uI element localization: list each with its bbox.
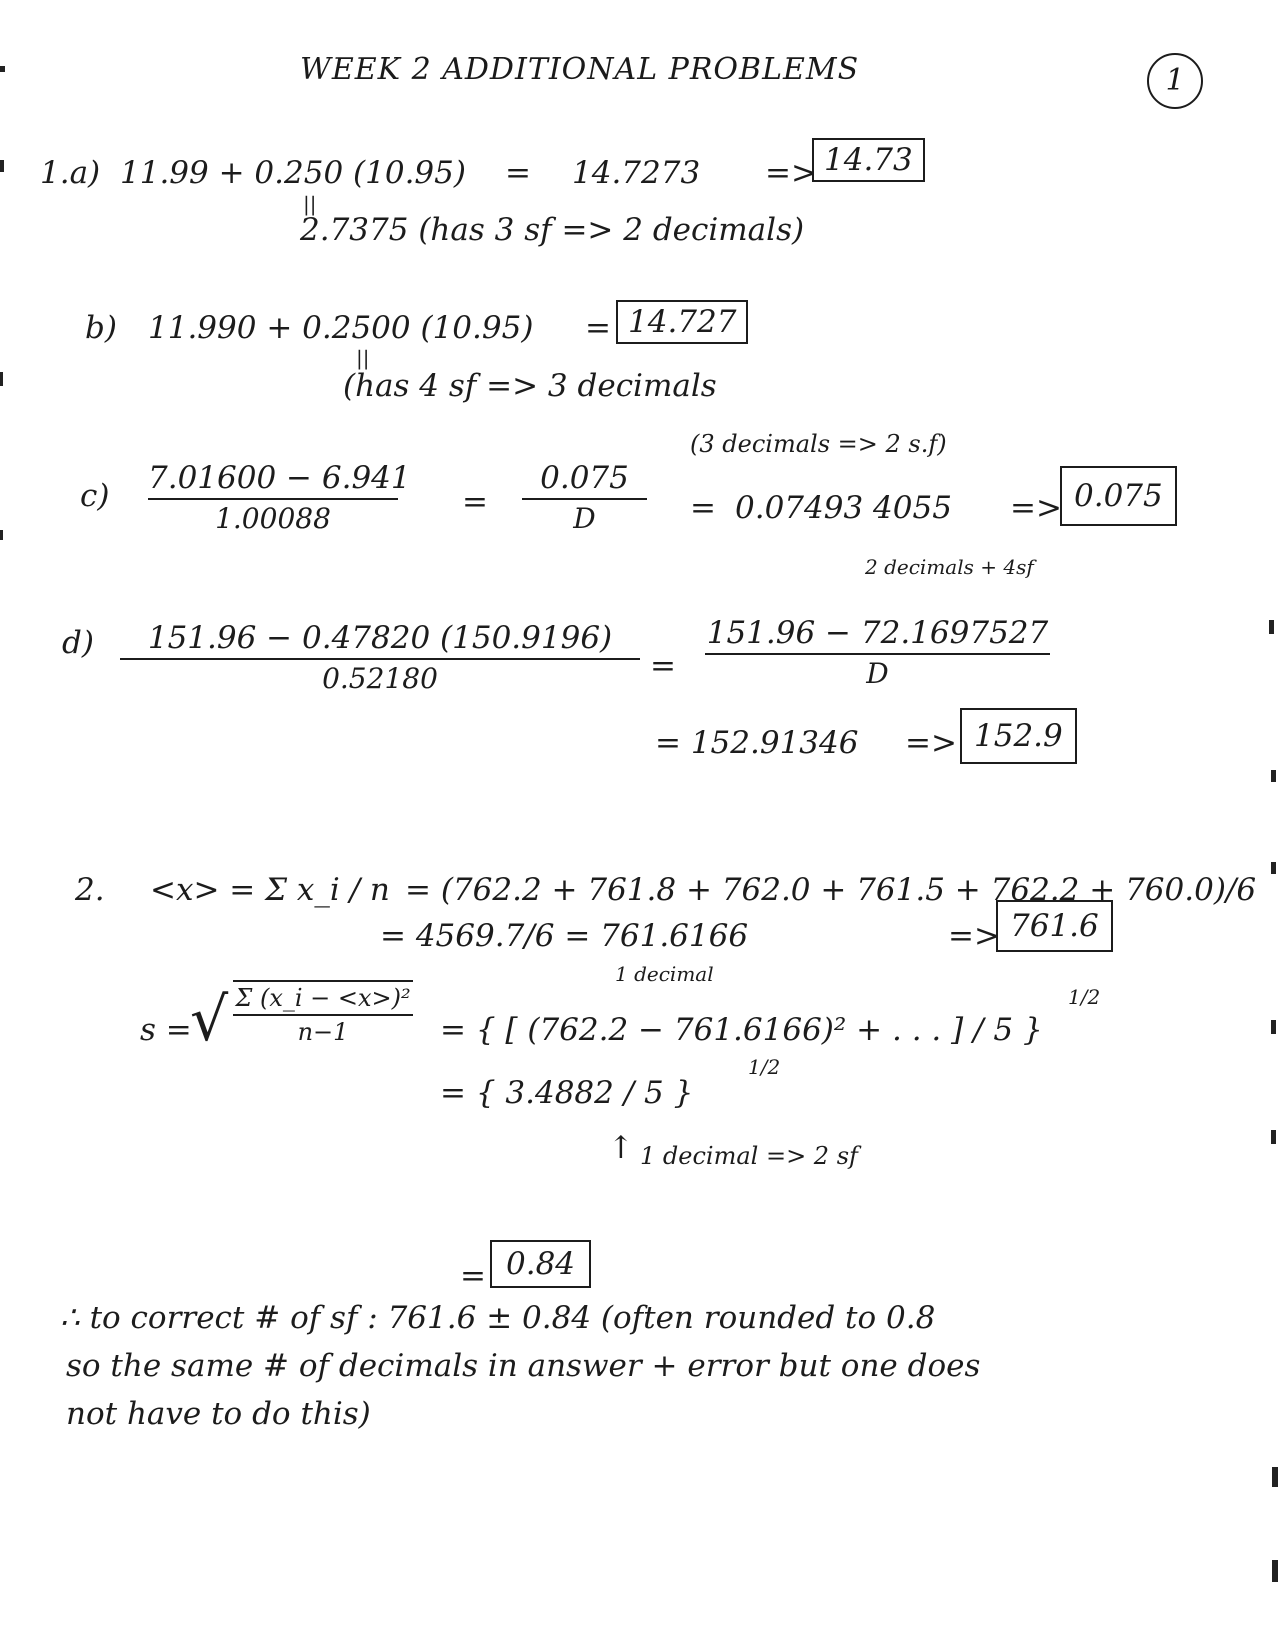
problem-1b-label: b) xyxy=(85,310,117,346)
conclusion-line-1: ∴ to correct # of sf : 761.6 ± 0.84 (often rounded to 0.8 xyxy=(60,1300,936,1336)
up-arrow-icon: ↑ xyxy=(608,1130,634,1166)
sqrt-sign: √ xyxy=(190,985,229,1055)
problem-2-mean-sum: = (762.2 + 761.8 + 762.0 + 761.5 + 762.2 + 760.0)/6 xyxy=(405,872,1257,908)
scan-mark xyxy=(1272,1467,1278,1487)
problem-2-s-fraction xyxy=(233,980,413,1046)
problem-1c-denominator-2: D xyxy=(573,502,596,535)
problem-1c-numerator-2: 0.075 xyxy=(540,460,629,496)
problem-2-sum-line: = 4569.7/6 = 761.6166 xyxy=(380,918,749,954)
scan-mark xyxy=(1272,1560,1278,1582)
problem-1a-equal-mark: || xyxy=(303,192,317,216)
problem-1d-denominator-2: D xyxy=(866,657,889,690)
problem-1b-note: (has 4 sf => 3 decimals xyxy=(343,368,717,404)
problem-2-label: 2. xyxy=(75,872,105,908)
problem-1c-fraction xyxy=(148,460,411,535)
scan-mark xyxy=(1271,1020,1276,1034)
problem-1a-equals: = xyxy=(505,155,531,191)
problem-1d-label: d) xyxy=(62,625,94,661)
problem-2-s-line2: = { 3.4882 / 5 } xyxy=(440,1075,694,1111)
problem-1c-fraction-2 xyxy=(522,460,647,535)
scan-mark xyxy=(0,372,3,386)
conclusion-line-3: not have to do this) xyxy=(66,1396,371,1432)
problem-2-s-numerator: Σ (x_i − <x>)² xyxy=(235,984,411,1012)
problem-1d-arrow: => xyxy=(905,725,957,761)
problem-1a-result: 14.7273 xyxy=(572,155,701,191)
problem-1c-answer: 0.075 xyxy=(1060,466,1177,526)
problem-1d-answer: 152.9 xyxy=(960,708,1077,764)
problem-1c-denominator: 1.00088 xyxy=(215,502,331,535)
scan-mark xyxy=(1269,620,1274,634)
problem-1a-answer: 14.73 xyxy=(812,138,925,182)
problem-1c-bottom-note: 2 decimals + 4sf xyxy=(865,555,1034,579)
problem-2-s-answer: 0.84 xyxy=(490,1240,591,1288)
problem-1a-expression: 11.99 + 0.250 (10.95) xyxy=(120,155,466,191)
fraction-bar xyxy=(705,653,1050,655)
conclusion-line-2: so the same # of decimals in answer + error but one does xyxy=(66,1348,981,1384)
problem-1d-numerator-2: 151.96 − 72.1697527 xyxy=(706,615,1049,651)
problem-2-s-answer-equals: = xyxy=(460,1258,486,1294)
scan-mark xyxy=(0,530,3,540)
problem-2-exponent-half: 1/2 xyxy=(1068,985,1101,1009)
problem-1c-label: c) xyxy=(80,478,110,514)
fraction-bar xyxy=(120,658,640,660)
problem-1b-expression: 11.990 + 0.2500 (10.95) xyxy=(148,310,534,346)
problem-2-s-label: s = xyxy=(140,1012,192,1048)
problem-1a-label: 1.a) xyxy=(40,155,101,191)
problem-2-sf-note: 1 decimal => 2 sf xyxy=(640,1142,858,1170)
problem-1d-equals: = xyxy=(650,648,676,684)
problem-1c-numerator: 7.01600 − 6.941 xyxy=(148,460,411,496)
problem-2-s-denominator: n−1 xyxy=(297,1018,349,1046)
problem-1c-arrow: => xyxy=(1010,490,1062,526)
problem-1c-result: 0.07493 4055 xyxy=(735,490,952,526)
scan-mark xyxy=(0,66,5,72)
scan-mark xyxy=(1271,862,1276,874)
problem-2-arrow: => xyxy=(948,918,1000,954)
problem-1a-arrow: => xyxy=(765,155,817,191)
problem-1a-note: 2.7375 (has 3 sf => 2 decimals) xyxy=(300,212,805,248)
problem-1d-result: = 152.91346 xyxy=(655,725,859,761)
problem-1d-denominator: 0.52180 xyxy=(322,662,438,695)
problem-1b-equal-mark: || xyxy=(356,346,370,370)
page-number: 1 xyxy=(1147,53,1203,109)
fraction-bar xyxy=(148,498,398,500)
problem-1d-fraction-2 xyxy=(705,615,1050,690)
problem-1b-equals: = xyxy=(585,310,611,346)
fraction-bar xyxy=(233,1014,413,1016)
problem-1d-numerator: 151.96 − 0.47820 (150.9196) xyxy=(147,620,613,656)
problem-1d-fraction xyxy=(120,620,640,695)
problem-2-s-expansion: = { [ (762.2 − 761.6166)² + . . . ] / 5 } xyxy=(440,1012,1043,1048)
problem-2-decimal-note: 1 decimal xyxy=(615,962,714,986)
fraction-bar xyxy=(522,498,647,500)
problem-2-exponent-half-2: 1/2 xyxy=(748,1055,781,1079)
problem-2-mean-definition: <x> = Σ x_i / n xyxy=(150,872,390,908)
problem-1b-answer: 14.727 xyxy=(616,300,748,344)
scan-mark xyxy=(1271,770,1276,782)
problem-2-mean-answer: 761.6 xyxy=(996,900,1113,952)
problem-1c-top-note: (3 decimals => 2 s.f) xyxy=(690,430,947,458)
scan-mark xyxy=(1271,1130,1276,1144)
scan-mark xyxy=(0,160,4,172)
problem-1c-equals: = xyxy=(462,484,488,520)
page-title: WEEK 2 ADDITIONAL PROBLEMS xyxy=(300,52,860,87)
problem-1c-equals-2: = xyxy=(690,490,716,526)
